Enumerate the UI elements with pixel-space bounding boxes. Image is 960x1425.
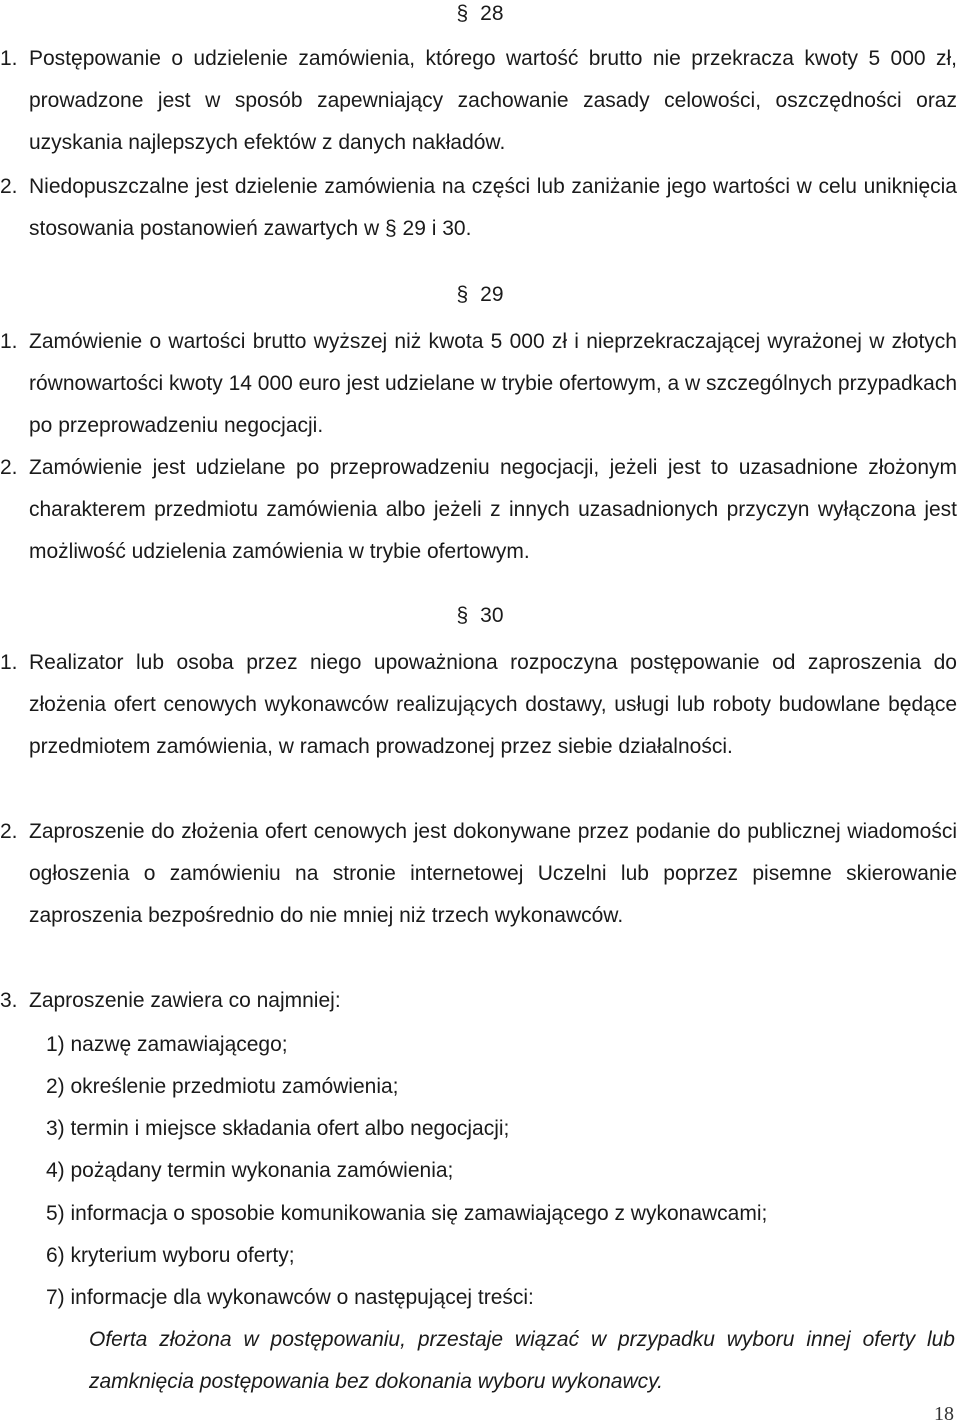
list-item: 6) kryterium wyboru oferty;	[46, 1244, 295, 1267]
paragraph-number: 2.	[0, 175, 18, 198]
paragraph-number: 2.	[0, 456, 18, 479]
section-number: 28	[480, 2, 504, 25]
list-item: 7) informacje dla wykonawców o następującej treści:	[46, 1286, 534, 1309]
list-item: 1) nazwę zamawiającego;	[46, 1033, 288, 1056]
section-symbol: §	[456, 604, 469, 627]
paragraph-28-2: Niedopuszczalne jest dzielenie zamówienia na części lub zaniżanie jego wartości w celu uniknięcia stosowania postanowień zawartych w § 29 i 30.	[29, 175, 957, 240]
quoted-clause: Oferta złożona w postępowaniu, przestaje wiązać w przypadku wyboru innej oferty lub zamknięcia postępowania bez dokonania wyboru wykonawcy.	[89, 1328, 955, 1393]
section-heading-30	[0, 602, 960, 630]
list-item: 5) informacja o sposobie komunikowania się zamawiającego z wykonawcami;	[46, 1202, 768, 1225]
paragraph-number: 3.	[0, 989, 18, 1012]
section-heading-29	[0, 281, 960, 309]
paragraph-29-1: Zamówienie o wartości brutto wyższej niż kwota 5 000 zł i nieprzekraczającej wyrażonej w złotych równowartości kwoty 14 000 euro jest udzielane w trybie ofertowym, a w szczególnych przypadkach po przeprowadzeniu negocjacji.	[29, 330, 957, 437]
paragraph-number: 1.	[0, 47, 18, 70]
list-item: 3) termin i miejsce składania ofert albo negocjacji;	[46, 1117, 510, 1140]
paragraph-number: 2.	[0, 820, 18, 843]
page-number: 18	[934, 1403, 954, 1425]
section-symbol: §	[456, 2, 469, 25]
section-symbol: §	[456, 283, 469, 306]
paragraph-number: 1.	[0, 651, 18, 674]
paragraph-30-1: Realizator lub osoba przez niego upoważniona rozpoczyna postępowanie od zaproszenia do złożenia ofert cenowych wykonawców realizujących dostawy, usługi lub roboty budowlane będące przedmiotem zamówienia, w ramach prowadzonej przez siebie działalności.	[29, 651, 957, 758]
section-heading-28	[0, 0, 960, 28]
paragraph-28-1: Postępowanie o udzielenie zamówienia, którego wartość brutto nie przekracza kwoty 5 000 zł, prowadzone jest w sposób zapewniający zachowanie zasady celowości, oszczędności oraz uzyskania najlepszych efektów z danych nakładów.	[29, 47, 957, 154]
paragraph-number: 1.	[0, 330, 18, 353]
paragraph-30-3: Zaproszenie zawiera co najmniej:	[29, 989, 341, 1012]
paragraph-29-2: Zamówienie jest udzielane po przeprowadzeniu negocjacji, jeżeli jest to uzasadnione złożonym charakterem przedmiotu zamówienia albo jeżeli z innych uzasadnionych przyczyn wyłączona jest możliwość udzielenia zamówienia w trybie ofertowym.	[29, 456, 957, 563]
section-number: 30	[480, 604, 504, 627]
section-number: 29	[480, 283, 504, 306]
list-item: 2) określenie przedmiotu zamówienia;	[46, 1075, 399, 1098]
paragraph-30-2: Zaproszenie do złożenia ofert cenowych jest dokonywane przez podanie do publicznej wiadomości ogłoszenia o zamówieniu na stronie internetowej Uczelni lub poprzez pisemne skierowanie zaproszenia bezpośrednio do nie mniej niż trzech wykonawców.	[29, 820, 957, 927]
list-item: 4) pożądany termin wykonania zamówienia;	[46, 1159, 454, 1182]
